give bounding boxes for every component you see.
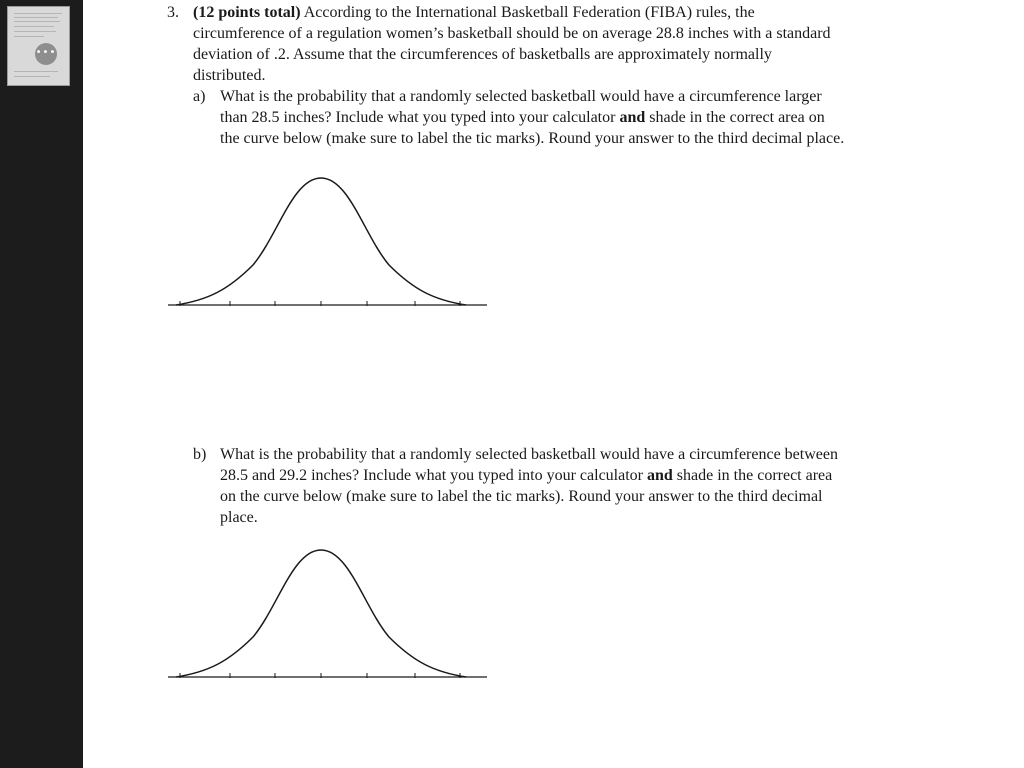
document-page (83, 0, 1024, 768)
question-intro-line-2: circumference of a regulation women’s basketball should be on average 28.8 inches with a standard (193, 25, 831, 42)
normal-curve-b (168, 542, 488, 687)
part-b-line-1: What is the probability that a randomly selected basketball would have a circumference between (220, 446, 838, 463)
question-intro-line-1: According to the International Basketball Federation (FIBA) rules, the (303, 4, 755, 21)
curve-b-bell (176, 550, 466, 677)
part-b-bold-and: and (647, 467, 673, 484)
part-b-line-3: on the curve below (make sure to label the tic marks). Round your answer to the third decimal (220, 488, 823, 505)
question-number: 3. (167, 4, 179, 21)
part-a-line-2: than 28.5 inches? Include what you typed into your calculator and shade in the correct area on (220, 109, 825, 126)
normal-curve-a (168, 170, 488, 315)
part-a-line-3: the curve below (make sure to label the tic marks). Round your answer to the third decimal place. (220, 130, 845, 147)
ellipsis-icon[interactable]: ••• (35, 43, 57, 65)
part-b-line-2: 28.5 and 29.2 inches? Include what you typed into your calculator and shade in the correct area (220, 467, 833, 484)
curve-a-bell (176, 178, 466, 305)
part-a-line-1: What is the probability that a randomly selected basketball would have a circumference larger (220, 88, 822, 105)
page-thumbnail[interactable] (7, 6, 70, 86)
points-label: (12 points total) (193, 4, 301, 21)
part-b-line-4: place. (220, 509, 258, 526)
question-intro-line-3: deviation of .2. Assume that the circumferences of basketballs are approximately normally (193, 46, 772, 63)
part-a-bold-and: and (619, 109, 646, 126)
question-intro-line-4: distributed. (193, 67, 266, 84)
page-thumbnail-sidebar (0, 0, 83, 768)
part-a-label: a) (193, 88, 206, 105)
part-b-label: b) (193, 446, 207, 463)
